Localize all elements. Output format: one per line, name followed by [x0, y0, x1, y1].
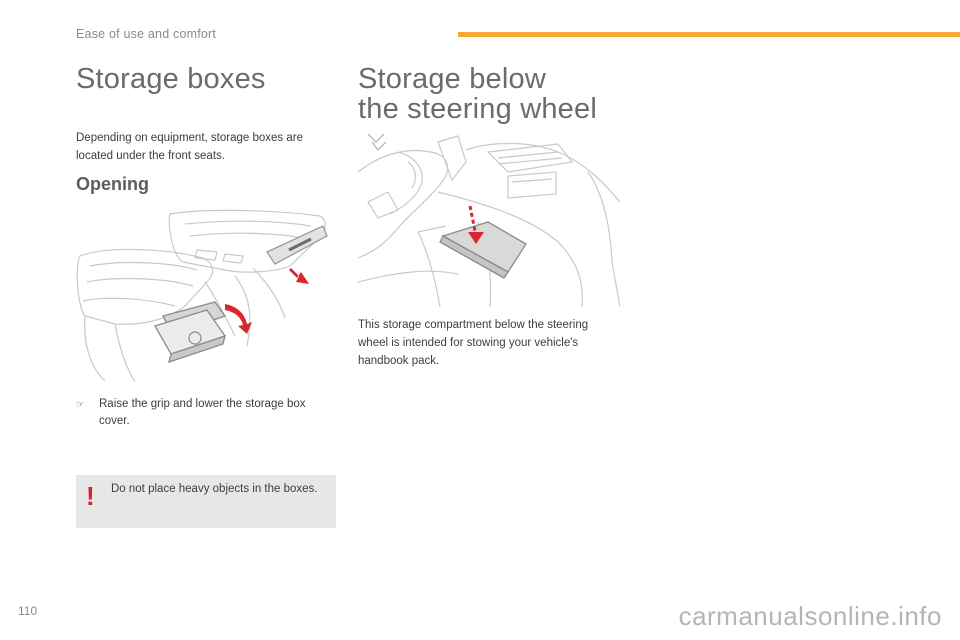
steering-storage-illustration: [358, 132, 620, 307]
opening-heading: Opening: [76, 174, 149, 194]
steering-storage-description: This storage compartment below the steering wheel is intended for stowing your vehicle's handbook pack.: [358, 319, 589, 367]
section-accent-bar: [458, 32, 960, 37]
page-title-storage-boxes: Storage boxes: [76, 63, 266, 95]
exclamation-icon: !: [86, 481, 95, 511]
pointing-hand-icon: ☞: [76, 399, 85, 409]
page-title-storage-below-steering: [358, 64, 597, 124]
section-title: Ease of use and comfort: [76, 27, 217, 41]
warning-box: [76, 475, 336, 528]
page-number: 110: [18, 604, 38, 618]
watermark: carmanualsonline.info: [678, 601, 942, 631]
title-line-2: the steering wheel: [358, 93, 597, 125]
instruction-text: Raise the grip and lower the storage box cover.: [99, 398, 306, 427]
instruction-step: [76, 396, 336, 430]
storage-boxes-intro: Depending on equipment, storage boxes are located under the front seats.: [76, 132, 303, 162]
title-line-1: Storage below: [358, 63, 546, 95]
warning-text: Do not place heavy objects in the boxes.: [111, 483, 318, 495]
seat-storage-box-illustration: [75, 206, 333, 384]
